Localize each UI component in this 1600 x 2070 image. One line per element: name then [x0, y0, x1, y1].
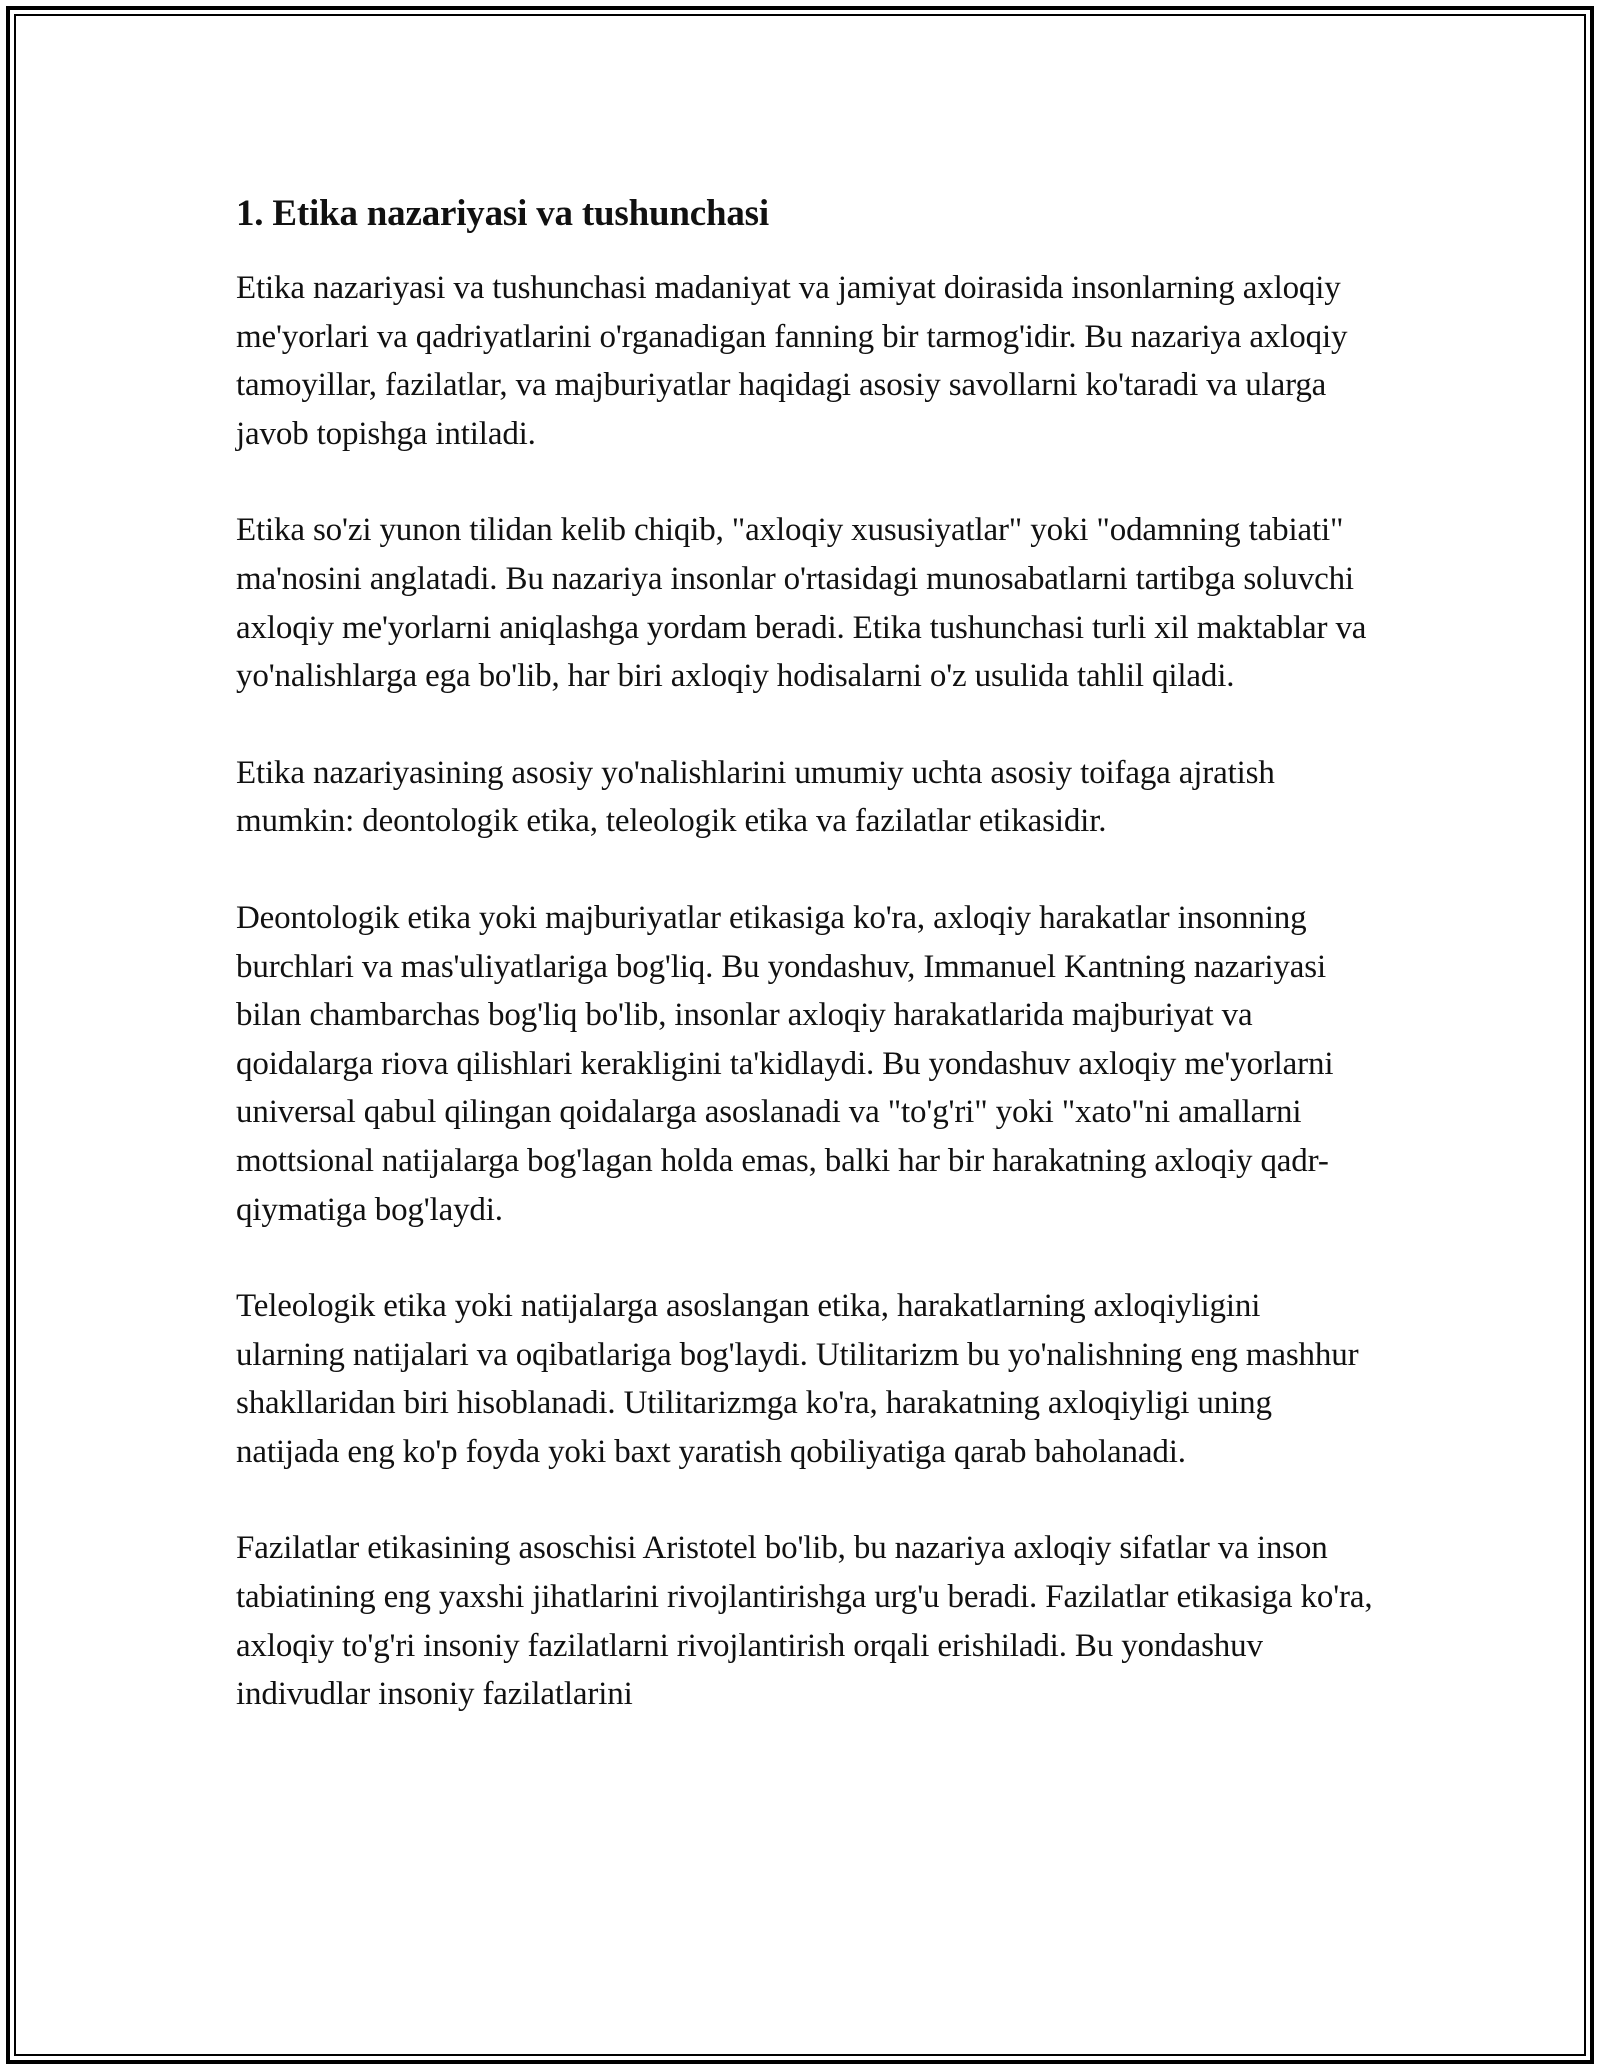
paragraph-etymology: Etika so'zi yunon tilidan kelib chiqib, "axloqiy xususiyatlar" yoki "odamning tabiati" ma'nosini anglatadi. Bu nazariya insonlar o'rtasidagi munosabatlarni tartibga soluvchi axloqiy me'yorlarni aniqlashga yordam beradi. Etika tushunchasi turli xil maktablar va yo'nalishlarga ega bo'lib, har biri axloqiy hodisalarni o'z usulida tahlil qiladi. — [236, 512, 1367, 695]
paragraph-teleological: Teleologik etika yoki natijalarga asoslangan etika, harakatlarning axloqiyligini ularning natijalari va oqibatlariga bog'laydi. Utilitarizm bu yo'nalishning eng mashhur shakllaridan biri hisoblanadi. Utilitarizmga ko'ra, harakatning axloqiyligi uning natijada eng ko'p foyda yoki baxt yaratish qobiliyatiga qarab baholanadi. — [236, 1288, 1359, 1470]
paragraph-deontological: Deontologik etika yoki majburiyatlar etikasiga ko'ra, axloqiy harakatlar insonning burchlari va mas'uliyatlariga bog'liq. Bu yondashuv, Immanuel Kantning nazariyasi bilan chambarchas bog'liq bo'lib, insonlar axloqiy harakatlarida majburiyat va qoidalarga riova qilishlari kerakligini ta'kidlaydi. Bu yondashuv axloqiy me'yorlarni universal qabul qilingan qoidalarga asoslanadi va "to'g'ri" yoki "xato"ni amallarni mottsional natijalarga bog'lagan holda emas, balki har bir harakatning axloqiy qadr-qiymatiga bog'laydi. — [236, 899, 1334, 1228]
paragraph-categories: Etika nazariyasining asosiy yo'nalishlarini umumiy uchta asosiy toifaga ajratish mumkin: deontologik etika, teleologik etika va fazilatlar etikasidir. — [236, 754, 1275, 840]
document-body — [236, 186, 1376, 1767]
paragraph-introduction: Etika nazariyasi va tushunchasi madaniyat va jamiyat doirasida insonlarning axloqiy me'yorlari va qadriyatlarini o'rganadigan fanning bir tarmog'idir. Bu nazariya axloqiy tamoyillar, fazilatlar, va majburiyatlar haqidagi asosiy savollarni ko'taradi va ularga javob topishga intiladi. — [236, 270, 1348, 452]
paragraph-virtue-ethics: Fazilatlar etikasining asoschisi Aristotel bo'lib, bu nazariya axloqiy sifatlar va inson tabiatining eng yaxshi jihatlarini rivojlantirishga urg'u beradi. Fazilatlar etikasiga ko'ra, axloqiy to'g'ri insoniy fazilatlarni rivojlantirish orqali erishiladi. Bu yondashuv indivudlar insoniy fazilatlarini — [236, 1530, 1373, 1713]
section-heading: 1. Etika nazariyasi va tushunchasi — [236, 193, 769, 234]
